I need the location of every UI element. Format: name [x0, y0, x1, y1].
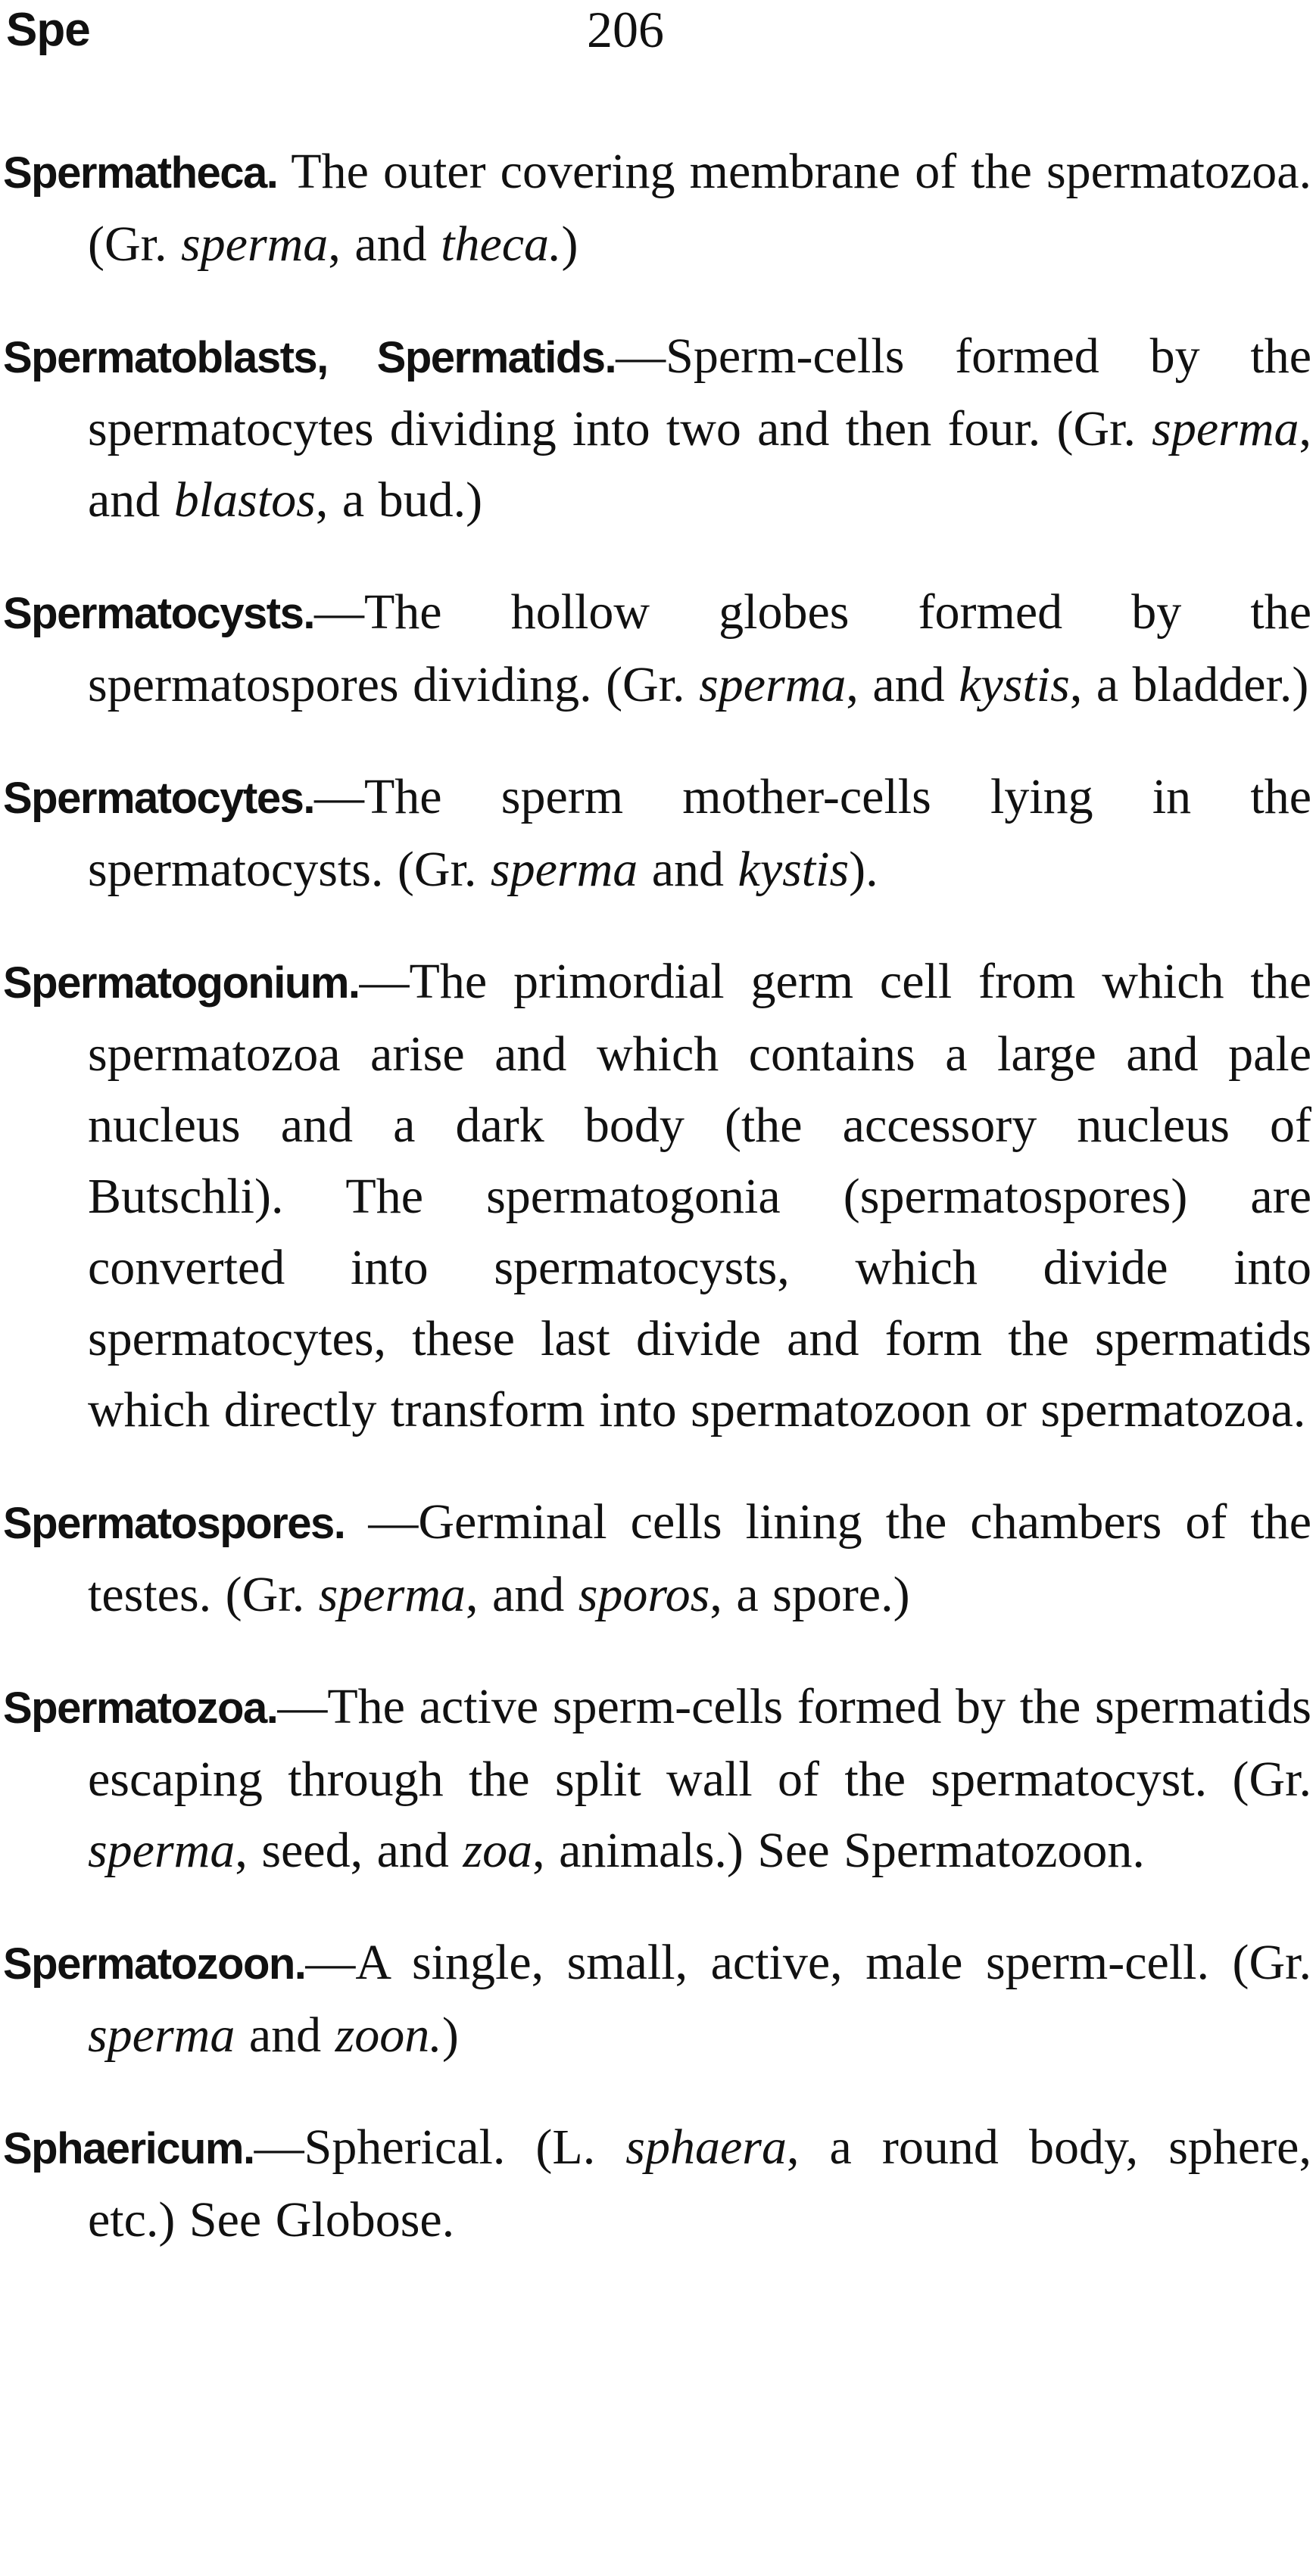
- entry-italic: sperma: [318, 1567, 466, 1622]
- entry-text: —The hollow globes formed by the spermatospores dividing. (Gr.: [88, 584, 1311, 712]
- page-header: [3, 0, 1311, 73]
- entry-spermatogonium: [3, 946, 1311, 1446]
- entry-text: —The active sperm-cells formed by the spermatids escaping through the split wall of the spermatocyst. (Gr.: [88, 1679, 1311, 1807]
- entry-text: , a spore.): [709, 1567, 910, 1622]
- entry-italic: sperma: [1152, 401, 1299, 456]
- entry-spermatozoa: [3, 1671, 1311, 1886]
- entry-term: Spermatocysts.: [3, 589, 314, 638]
- entry-spermatocytes: [3, 762, 1311, 905]
- entry-text: ): [561, 216, 578, 272]
- entry-text: —Germinal cells lining the chambers of the testes. (Gr.: [88, 1494, 1311, 1622]
- entry-spermatozoon: [3, 1927, 1311, 2071]
- entry-text: , and: [846, 657, 959, 712]
- guide-word: Spe: [6, 4, 90, 56]
- entry-text: ).: [849, 842, 878, 897]
- entry-italic: kystis: [959, 657, 1070, 712]
- entry-text: —The primordial germ cell from which the spermatozoa arise and which contains a large and pale nucleus and a dark body (the accessory nucleus of Butschli). The spermatogonia (spermatospores) are converted into spermatocysts, which divide into spermatocytes, these last divide and form the spermatids which directly transform into spermatozoon or spermatozoa.: [88, 954, 1311, 1438]
- entry-spermatospores: [3, 1487, 1311, 1631]
- entry-term: Spermatospores.: [3, 1499, 345, 1548]
- entry-text: , a bud.): [315, 472, 483, 528]
- entry-italic: blastos: [173, 472, 316, 528]
- entry-text: , and: [465, 1567, 578, 1622]
- entry-term: Spermatozoa.: [3, 1684, 278, 1733]
- entry-italic: zoa: [463, 1823, 533, 1878]
- entry-italic: kystis: [738, 842, 850, 897]
- entry-text: —A single, small, active, male sperm-cell. (Gr.: [305, 1935, 1311, 1990]
- entry-term: Spermatheca.: [3, 148, 278, 198]
- entry-italic: zoon.: [335, 2008, 442, 2063]
- entry-text: , a round body, sphere, etc.) See Globose.: [88, 2120, 1311, 2247]
- entry-text: The outer covering membrane of the spermatozoa. (Gr.: [88, 144, 1311, 272]
- entry-sphaericum: [3, 2112, 1311, 2256]
- entry-text: , a bladder.): [1069, 657, 1309, 712]
- entry-text: , and: [328, 216, 441, 272]
- entry-italic: sperma: [88, 2008, 235, 2063]
- entry-text: and: [638, 842, 738, 897]
- entry-italic: sperma: [490, 842, 638, 897]
- entry-italic: sperma: [88, 1823, 235, 1878]
- entry-spermatoblasts: [3, 321, 1311, 536]
- entry-spermatocysts: [3, 577, 1311, 721]
- entry-text: —Sperm-cells formed by the spermatocytes dividing into two and then four. (Gr.: [88, 329, 1311, 456]
- entry-term: Sphaericum.: [3, 2124, 254, 2173]
- page-number: 206: [587, 1, 664, 58]
- entry-text: and: [235, 2008, 335, 2063]
- entry-italic: sperma: [180, 216, 329, 272]
- entry-italic: sphaera: [625, 2120, 787, 2175]
- entry-term: Spermatogonium.: [3, 958, 360, 1008]
- entry-text: , and: [88, 401, 1311, 528]
- entry-list: [3, 136, 1311, 2256]
- entry-term: Spermatoblasts, Spermatids.: [3, 333, 616, 382]
- entry-italic: sperma: [699, 657, 847, 712]
- entry-term: Spermatocytes.: [3, 774, 314, 823]
- entry-term: Spermatozoon.: [3, 1939, 306, 1989]
- entry-spermatheca: [3, 136, 1311, 280]
- entry-italic: theca.: [441, 216, 562, 272]
- entry-text: —Spherical. (L.: [254, 2120, 626, 2175]
- entry-text: , animals.) See Spermatozoon.: [532, 1823, 1145, 1878]
- entry-text: ): [441, 2008, 459, 2063]
- entry-text: —The sperm mother-cells lying in the spermatocysts. (Gr.: [88, 769, 1311, 897]
- entry-italic: sporos: [578, 1567, 710, 1622]
- entry-text: , seed, and: [235, 1823, 463, 1878]
